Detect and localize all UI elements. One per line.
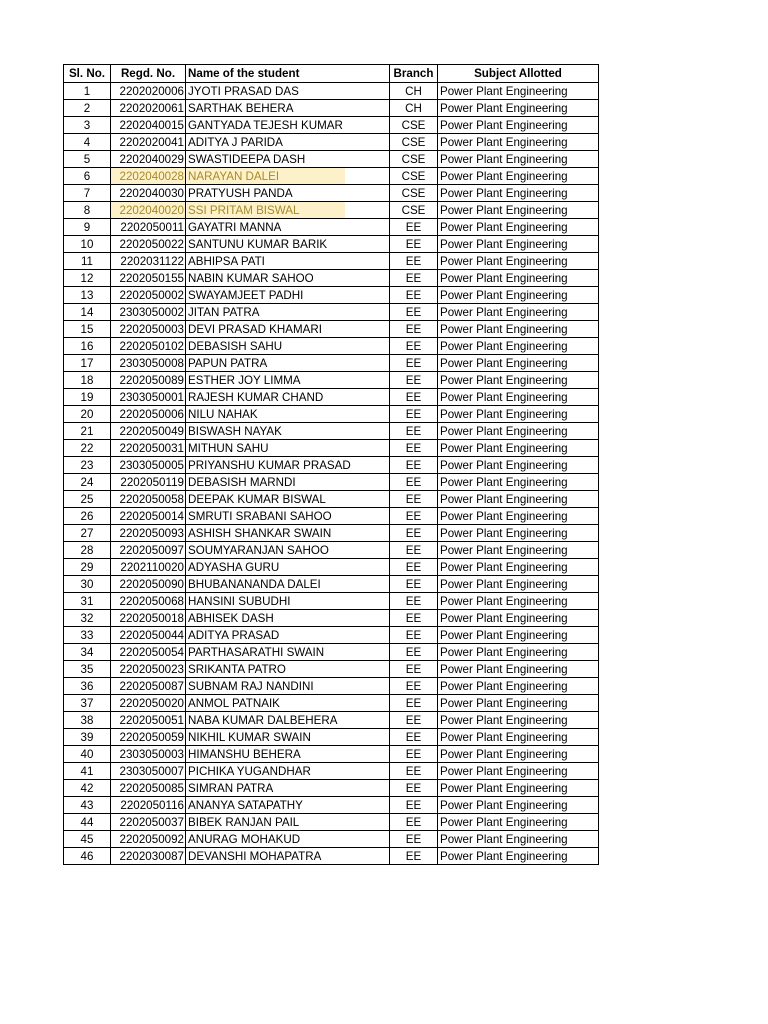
table-row [64, 627, 599, 644]
cell-student-name: ADITYA PRASAD [186, 627, 390, 644]
cell-regd-no: 2303050008 [111, 355, 186, 372]
cell-subject-allotted: Power Plant Engineering [438, 491, 599, 508]
cell-regd-no: 2303050003 [111, 746, 186, 763]
cell-regd-no: 2202050023 [111, 661, 186, 678]
cell-subject-allotted: Power Plant Engineering [438, 83, 599, 100]
table-row [64, 100, 599, 117]
cell-branch: CH [390, 100, 438, 117]
cell-subject-allotted: Power Plant Engineering [438, 576, 599, 593]
cell-regd-no: 2202050022 [111, 236, 186, 253]
cell-student-name: SOUMYARANJAN SAHOO [186, 542, 390, 559]
table-row [64, 423, 599, 440]
cell-subject-allotted: Power Plant Engineering [438, 168, 599, 185]
cell-sl-no: 34 [64, 644, 111, 661]
cell-sl-no: 15 [64, 321, 111, 338]
header-sl-no: Sl. No. [64, 65, 111, 83]
table-row [64, 372, 599, 389]
cell-subject-allotted: Power Plant Engineering [438, 151, 599, 168]
cell-regd-no: 2202050068 [111, 593, 186, 610]
cell-sl-no: 18 [64, 372, 111, 389]
cell-branch: EE [390, 491, 438, 508]
cell-sl-no: 2 [64, 100, 111, 117]
cell-student-name: SWAYAMJEET PADHI [186, 287, 390, 304]
cell-subject-allotted: Power Plant Engineering [438, 321, 599, 338]
cell-regd-no: 2202040020 [111, 202, 186, 219]
table-row [64, 253, 599, 270]
header-student-name: Name of the student [186, 65, 390, 83]
table-row [64, 389, 599, 406]
cell-branch: EE [390, 559, 438, 576]
cell-subject-allotted: Power Plant Engineering [438, 474, 599, 491]
cell-student-name: ABHIPSA PATI [186, 253, 390, 270]
table-row [64, 440, 599, 457]
cell-student-name: NABIN KUMAR SAHOO [186, 270, 390, 287]
cell-sl-no: 7 [64, 185, 111, 202]
cell-student-name: ABHISEK DASH [186, 610, 390, 627]
table-body [64, 83, 599, 865]
cell-student-name: PICHIKA YUGANDHAR [186, 763, 390, 780]
cell-regd-no: 2202040015 [111, 117, 186, 134]
cell-student-name: JITAN PATRA [186, 304, 390, 321]
cell-sl-no: 10 [64, 236, 111, 253]
table-row [64, 151, 599, 168]
cell-sl-no: 40 [64, 746, 111, 763]
table-row [64, 508, 599, 525]
cell-student-name: RAJESH KUMAR CHAND [186, 389, 390, 406]
cell-subject-allotted: Power Plant Engineering [438, 117, 599, 134]
cell-sl-no: 23 [64, 457, 111, 474]
cell-regd-no: 2202050011 [111, 219, 186, 236]
cell-regd-no: 2202050119 [111, 474, 186, 491]
table-row [64, 610, 599, 627]
table-row [64, 712, 599, 729]
cell-branch: CSE [390, 151, 438, 168]
cell-regd-no: 2202050020 [111, 695, 186, 712]
cell-branch: EE [390, 831, 438, 848]
table-row [64, 678, 599, 695]
cell-branch: CSE [390, 202, 438, 219]
cell-sl-no: 9 [64, 219, 111, 236]
cell-regd-no: 2202050018 [111, 610, 186, 627]
table-row [64, 559, 599, 576]
cell-sl-no: 36 [64, 678, 111, 695]
cell-subject-allotted: Power Plant Engineering [438, 661, 599, 678]
cell-sl-no: 39 [64, 729, 111, 746]
cell-student-name: BISWASH NAYAK [186, 423, 390, 440]
table-row [64, 321, 599, 338]
cell-subject-allotted: Power Plant Engineering [438, 729, 599, 746]
cell-sl-no: 45 [64, 831, 111, 848]
table-row [64, 542, 599, 559]
cell-sl-no: 30 [64, 576, 111, 593]
cell-regd-no: 2202050116 [111, 797, 186, 814]
cell-branch: EE [390, 474, 438, 491]
table-row [64, 168, 599, 185]
cell-regd-no: 2202050031 [111, 440, 186, 457]
cell-branch: EE [390, 763, 438, 780]
cell-student-name: BIBEK RANJAN PAIL [186, 814, 390, 831]
cell-branch: EE [390, 236, 438, 253]
cell-subject-allotted: Power Plant Engineering [438, 593, 599, 610]
cell-branch: EE [390, 423, 438, 440]
header-row [64, 65, 599, 83]
cell-branch: CSE [390, 117, 438, 134]
cell-subject-allotted: Power Plant Engineering [438, 508, 599, 525]
cell-subject-allotted: Power Plant Engineering [438, 304, 599, 321]
cell-branch: EE [390, 780, 438, 797]
cell-branch: EE [390, 287, 438, 304]
cell-subject-allotted: Power Plant Engineering [438, 644, 599, 661]
cell-subject-allotted: Power Plant Engineering [438, 780, 599, 797]
table-row [64, 729, 599, 746]
cell-regd-no: 2202050093 [111, 525, 186, 542]
cell-branch: EE [390, 457, 438, 474]
cell-subject-allotted: Power Plant Engineering [438, 389, 599, 406]
cell-subject-allotted: Power Plant Engineering [438, 627, 599, 644]
table-row [64, 525, 599, 542]
cell-branch: EE [390, 304, 438, 321]
cell-regd-no: 2202050092 [111, 831, 186, 848]
cell-regd-no: 2202040028 [111, 168, 186, 185]
cell-branch: CSE [390, 134, 438, 151]
table-row [64, 219, 599, 236]
table-row [64, 270, 599, 287]
cell-student-name: ADYASHA GURU [186, 559, 390, 576]
cell-branch: EE [390, 440, 438, 457]
cell-student-name: HIMANSHU BEHERA [186, 746, 390, 763]
cell-subject-allotted: Power Plant Engineering [438, 831, 599, 848]
header-regd-no: Regd. No. [111, 65, 186, 83]
cell-branch: EE [390, 372, 438, 389]
cell-sl-no: 31 [64, 593, 111, 610]
cell-subject-allotted: Power Plant Engineering [438, 185, 599, 202]
cell-branch: EE [390, 644, 438, 661]
table-row [64, 355, 599, 372]
cell-branch: EE [390, 746, 438, 763]
cell-sl-no: 33 [64, 627, 111, 644]
cell-regd-no: 2202040030 [111, 185, 186, 202]
cell-subject-allotted: Power Plant Engineering [438, 423, 599, 440]
cell-student-name: SANTUNU KUMAR BARIK [186, 236, 390, 253]
cell-regd-no: 2202050054 [111, 644, 186, 661]
cell-regd-no: 2202050155 [111, 270, 186, 287]
cell-subject-allotted: Power Plant Engineering [438, 219, 599, 236]
table-row [64, 134, 599, 151]
cell-regd-no: 2202050044 [111, 627, 186, 644]
cell-sl-no: 29 [64, 559, 111, 576]
cell-regd-no: 2202050102 [111, 338, 186, 355]
cell-subject-allotted: Power Plant Engineering [438, 814, 599, 831]
cell-branch: EE [390, 610, 438, 627]
cell-subject-allotted: Power Plant Engineering [438, 236, 599, 253]
cell-branch: EE [390, 627, 438, 644]
cell-subject-allotted: Power Plant Engineering [438, 406, 599, 423]
allotment-table [63, 64, 599, 865]
cell-sl-no: 17 [64, 355, 111, 372]
cell-subject-allotted: Power Plant Engineering [438, 134, 599, 151]
cell-sl-no: 41 [64, 763, 111, 780]
cell-sl-no: 12 [64, 270, 111, 287]
cell-sl-no: 19 [64, 389, 111, 406]
cell-student-name: SARTHAK BEHERA [186, 100, 390, 117]
cell-sl-no: 43 [64, 797, 111, 814]
table-row [64, 457, 599, 474]
cell-branch: EE [390, 525, 438, 542]
cell-sl-no: 8 [64, 202, 111, 219]
cell-subject-allotted: Power Plant Engineering [438, 848, 599, 865]
cell-student-name: ASHISH SHANKAR SWAIN [186, 525, 390, 542]
cell-student-name: GANTYADA TEJESH KUMAR [186, 117, 390, 134]
cell-sl-no: 37 [64, 695, 111, 712]
cell-regd-no: 2303050007 [111, 763, 186, 780]
cell-regd-no: 2202050085 [111, 780, 186, 797]
cell-branch: EE [390, 253, 438, 270]
cell-branch: CH [390, 83, 438, 100]
cell-branch: EE [390, 355, 438, 372]
cell-sl-no: 3 [64, 117, 111, 134]
cell-regd-no: 2202050059 [111, 729, 186, 746]
cell-regd-no: 2202050002 [111, 287, 186, 304]
cell-student-name: DEVANSHI MOHAPATRA [186, 848, 390, 865]
cell-regd-no: 2202040029 [111, 151, 186, 168]
cell-subject-allotted: Power Plant Engineering [438, 287, 599, 304]
cell-sl-no: 20 [64, 406, 111, 423]
cell-student-name: ANANYA SATAPATHY [186, 797, 390, 814]
cell-branch: EE [390, 406, 438, 423]
header-subject-allotted: Subject Allotted [438, 65, 599, 83]
cell-subject-allotted: Power Plant Engineering [438, 712, 599, 729]
cell-branch: EE [390, 848, 438, 865]
cell-regd-no: 2202050087 [111, 678, 186, 695]
cell-sl-no: 35 [64, 661, 111, 678]
cell-branch: EE [390, 219, 438, 236]
cell-regd-no: 2202020006 [111, 83, 186, 100]
cell-student-name: SIMRAN PATRA [186, 780, 390, 797]
cell-student-name: PARTHASARATHI SWAIN [186, 644, 390, 661]
cell-sl-no: 32 [64, 610, 111, 627]
cell-branch: EE [390, 661, 438, 678]
cell-student-name: PAPUN PATRA [186, 355, 390, 372]
table-row [64, 593, 599, 610]
cell-regd-no: 2202110020 [111, 559, 186, 576]
cell-subject-allotted: Power Plant Engineering [438, 678, 599, 695]
cell-branch: EE [390, 389, 438, 406]
cell-regd-no: 2202050037 [111, 814, 186, 831]
cell-branch: EE [390, 542, 438, 559]
cell-student-name: ANURAG MOHAKUD [186, 831, 390, 848]
cell-subject-allotted: Power Plant Engineering [438, 610, 599, 627]
cell-student-name: JYOTI PRASAD DAS [186, 83, 390, 100]
cell-branch: EE [390, 508, 438, 525]
cell-student-name: NILU NAHAK [186, 406, 390, 423]
cell-student-name: SMRUTI SRABANI SAHOO [186, 508, 390, 525]
cell-branch: EE [390, 576, 438, 593]
cell-regd-no: 2303050001 [111, 389, 186, 406]
cell-student-name: DEBASISH MARNDI [186, 474, 390, 491]
cell-branch: CSE [390, 185, 438, 202]
cell-subject-allotted: Power Plant Engineering [438, 746, 599, 763]
cell-student-name: SSI PRITAM BISWAL [186, 202, 390, 219]
cell-regd-no: 2303050002 [111, 304, 186, 321]
table-row [64, 287, 599, 304]
cell-sl-no: 24 [64, 474, 111, 491]
cell-subject-allotted: Power Plant Engineering [438, 270, 599, 287]
cell-subject-allotted: Power Plant Engineering [438, 542, 599, 559]
cell-student-name: SRIKANTA PATRO [186, 661, 390, 678]
cell-subject-allotted: Power Plant Engineering [438, 202, 599, 219]
cell-student-name: NARAYAN DALEI [186, 168, 390, 185]
cell-subject-allotted: Power Plant Engineering [438, 440, 599, 457]
cell-branch: EE [390, 338, 438, 355]
cell-student-name: GAYATRI MANNA [186, 219, 390, 236]
cell-regd-no: 2202050097 [111, 542, 186, 559]
cell-branch: EE [390, 270, 438, 287]
cell-regd-no: 2202050006 [111, 406, 186, 423]
cell-regd-no: 2202020061 [111, 100, 186, 117]
cell-sl-no: 1 [64, 83, 111, 100]
cell-student-name: HANSINI SUBUDHI [186, 593, 390, 610]
cell-sl-no: 25 [64, 491, 111, 508]
cell-subject-allotted: Power Plant Engineering [438, 695, 599, 712]
cell-regd-no: 2202050058 [111, 491, 186, 508]
cell-branch: EE [390, 729, 438, 746]
cell-student-name: ANMOL PATNAIK [186, 695, 390, 712]
cell-sl-no: 13 [64, 287, 111, 304]
cell-regd-no: 2202050049 [111, 423, 186, 440]
table-row [64, 797, 599, 814]
table-row [64, 763, 599, 780]
cell-regd-no: 2202020041 [111, 134, 186, 151]
cell-student-name: DEBASISH SAHU [186, 338, 390, 355]
cell-subject-allotted: Power Plant Engineering [438, 525, 599, 542]
cell-student-name: PRIYANSHU KUMAR PRASAD [186, 457, 390, 474]
cell-subject-allotted: Power Plant Engineering [438, 559, 599, 576]
cell-sl-no: 6 [64, 168, 111, 185]
cell-subject-allotted: Power Plant Engineering [438, 338, 599, 355]
cell-branch: EE [390, 678, 438, 695]
table-row [64, 746, 599, 763]
cell-regd-no: 2202031122 [111, 253, 186, 270]
cell-student-name: NABA KUMAR DALBEHERA [186, 712, 390, 729]
cell-student-name: ADITYA J PARIDA [186, 134, 390, 151]
table-row [64, 576, 599, 593]
cell-branch: EE [390, 321, 438, 338]
cell-student-name: MITHUN SAHU [186, 440, 390, 457]
cell-regd-no: 2202050089 [111, 372, 186, 389]
cell-student-name: BHUBANANANDA DALEI [186, 576, 390, 593]
cell-sl-no: 11 [64, 253, 111, 270]
table-row [64, 83, 599, 100]
cell-subject-allotted: Power Plant Engineering [438, 253, 599, 270]
table-row [64, 236, 599, 253]
table-row [64, 185, 599, 202]
cell-sl-no: 16 [64, 338, 111, 355]
cell-branch: EE [390, 797, 438, 814]
cell-branch: EE [390, 712, 438, 729]
cell-student-name: PRATYUSH PANDA [186, 185, 390, 202]
cell-sl-no: 38 [64, 712, 111, 729]
cell-sl-no: 46 [64, 848, 111, 865]
table-row [64, 117, 599, 134]
table-row [64, 304, 599, 321]
cell-subject-allotted: Power Plant Engineering [438, 355, 599, 372]
cell-sl-no: 22 [64, 440, 111, 457]
cell-regd-no: 2303050005 [111, 457, 186, 474]
cell-sl-no: 27 [64, 525, 111, 542]
table-row [64, 491, 599, 508]
cell-student-name: DEEPAK KUMAR BISWAL [186, 491, 390, 508]
table-header [64, 65, 599, 83]
cell-regd-no: 2202050003 [111, 321, 186, 338]
cell-sl-no: 42 [64, 780, 111, 797]
cell-sl-no: 44 [64, 814, 111, 831]
cell-subject-allotted: Power Plant Engineering [438, 457, 599, 474]
cell-subject-allotted: Power Plant Engineering [438, 763, 599, 780]
cell-branch: EE [390, 695, 438, 712]
table-row [64, 814, 599, 831]
cell-sl-no: 28 [64, 542, 111, 559]
cell-branch: EE [390, 814, 438, 831]
cell-student-name: ESTHER JOY LIMMA [186, 372, 390, 389]
cell-student-name: DEVI PRASAD KHAMARI [186, 321, 390, 338]
table-row [64, 406, 599, 423]
table-row [64, 695, 599, 712]
cell-branch: CSE [390, 168, 438, 185]
table-row [64, 780, 599, 797]
table-row [64, 338, 599, 355]
cell-regd-no: 2202050090 [111, 576, 186, 593]
cell-sl-no: 4 [64, 134, 111, 151]
cell-regd-no: 2202030087 [111, 848, 186, 865]
table-row [64, 831, 599, 848]
cell-subject-allotted: Power Plant Engineering [438, 100, 599, 117]
table-row [64, 661, 599, 678]
cell-subject-allotted: Power Plant Engineering [438, 372, 599, 389]
cell-sl-no: 26 [64, 508, 111, 525]
table-row [64, 474, 599, 491]
cell-regd-no: 2202050014 [111, 508, 186, 525]
cell-regd-no: 2202050051 [111, 712, 186, 729]
cell-branch: EE [390, 593, 438, 610]
cell-student-name: NIKHIL KUMAR SWAIN [186, 729, 390, 746]
header-branch: Branch [390, 65, 438, 83]
cell-subject-allotted: Power Plant Engineering [438, 797, 599, 814]
cell-sl-no: 5 [64, 151, 111, 168]
cell-sl-no: 21 [64, 423, 111, 440]
table-row [64, 202, 599, 219]
cell-sl-no: 14 [64, 304, 111, 321]
cell-student-name: SUBNAM RAJ NANDINI [186, 678, 390, 695]
table-row [64, 644, 599, 661]
cell-student-name: SWASTIDEEPA DASH [186, 151, 390, 168]
table-row [64, 848, 599, 865]
